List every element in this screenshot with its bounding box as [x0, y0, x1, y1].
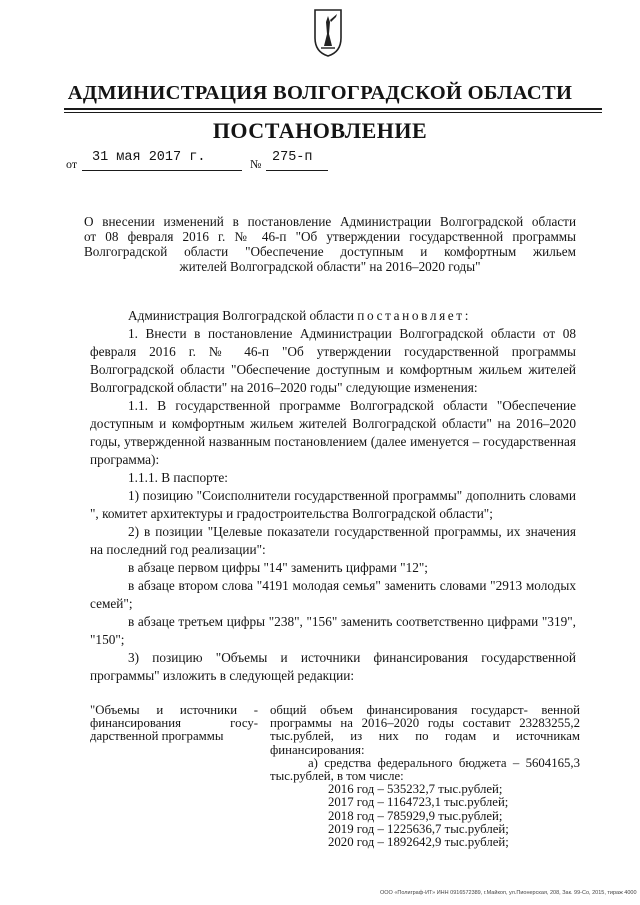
financing-label-column	[90, 704, 258, 744]
item-2b: в абзаце втором слова "4191 молодая семья" заменить словами "2913 молодых семей";	[90, 578, 576, 611]
subject-block	[84, 214, 576, 274]
paragraph-1: 1. Внести в постановление Администрации Волгоградской области от 08 февраля 2016 г. № 46-п "Об утверждении государственной программы Волгоградской области "Обеспечение доступным и комфортным жильем жителей Волгоградской области" на 2016–2020 годы" следующие изменения:	[90, 326, 576, 395]
subject-line: от 08 февраля 2016 г. № 46-п "Об утверждении государственной программы	[84, 229, 576, 244]
document-body	[90, 307, 576, 685]
printer-imprint: ООО «Полиграф-ИТ» ИНН 0916572389, г.Майкоп, ул.Пионерская, 208, Зак. 99-Со, 2015, тираж 4000	[380, 890, 637, 896]
financing-year: 2020 год – 1892642,9 тыс.рублей;	[328, 835, 509, 850]
financing-year: 2017 год – 1164723,1 тыс.рублей;	[328, 795, 509, 810]
intro-prefix: Администрация Волгоградской области	[128, 308, 358, 323]
intro-paragraph	[90, 307, 576, 325]
date-value: 31 мая 2017 г.	[92, 150, 206, 165]
subject-line: жителей Волгоградской области" на 2016–2020 годы"	[179, 259, 481, 274]
volgograd-coat-of-arms-icon	[313, 8, 343, 58]
subject-line: О внесении изменений в постановление Администрации Волгоградской области	[84, 214, 576, 229]
paragraph-1-1-1: 1.1.1. В паспорте:	[128, 470, 228, 485]
financing-label: "Объемы и источники - финансирования госу- дарственной программы	[90, 703, 258, 744]
date-label: от	[66, 157, 78, 171]
number-underline	[266, 170, 328, 171]
financing-year: 2016 год – 535232,7 тыс.рублей;	[328, 782, 503, 797]
document-type: ПОСТАНОВЛЕНИЕ	[212, 118, 428, 143]
financing-year: 2018 год – 785929,9 тыс.рублей;	[328, 808, 503, 823]
financing-federal: а) средства федерального бюджета – 5604165,3 тыс.рублей, в том числе:	[270, 755, 580, 784]
item-2c: в абзаце третьем цифры "238", "156" заменить соответственно цифрами "319", "150";	[90, 614, 576, 647]
header-rule-thick	[64, 108, 602, 110]
subject-line: Волгоградской области "Обеспечение доступным и комфортным жильем	[84, 244, 576, 259]
item-2a: в абзаце первом цифры "14" заменить цифрами "12";	[128, 560, 428, 575]
financing-value-column	[270, 704, 580, 849]
item-1: 1) позицию "Соисполнители государственной программы" дополнить словами ", комитет архитектуры и градостроительства Волгоградской области";	[90, 488, 576, 521]
item-3: 3) позицию "Объемы и источники финансирования государственной программы" изложить в следующей редакции:	[90, 650, 576, 683]
paragraph-1-1: 1.1. В государственной программе Волгоградской области "Обеспечение доступным и комфортным жильем жителей Волгоградской области" на 2016–2020 годы, утвержденной названным постановлением (далее именуется – государственная программа):	[90, 398, 576, 467]
number-value: 275-п	[272, 150, 313, 165]
financing-total: общий объем финансирования государст- венной программы на 2016–2020 годы составит 23283255,2 тыс.рублей, из них по годам и источникам финансирования:	[270, 703, 580, 757]
item-2: 2) в позиции "Целевые показатели государственной программы, их значения на последний год реализации":	[90, 524, 576, 557]
header-rule-thin	[64, 112, 602, 113]
organization-title: АДМИНИСТРАЦИЯ ВОЛГОГРАДСКОЙ ОБЛАСТИ	[67, 82, 573, 104]
financing-year: 2019 год – 1225636,7 тыс.рублей;	[328, 821, 509, 836]
decree-word: постановляет:	[357, 308, 471, 323]
date-underline	[82, 170, 242, 171]
number-label: №	[250, 157, 262, 171]
